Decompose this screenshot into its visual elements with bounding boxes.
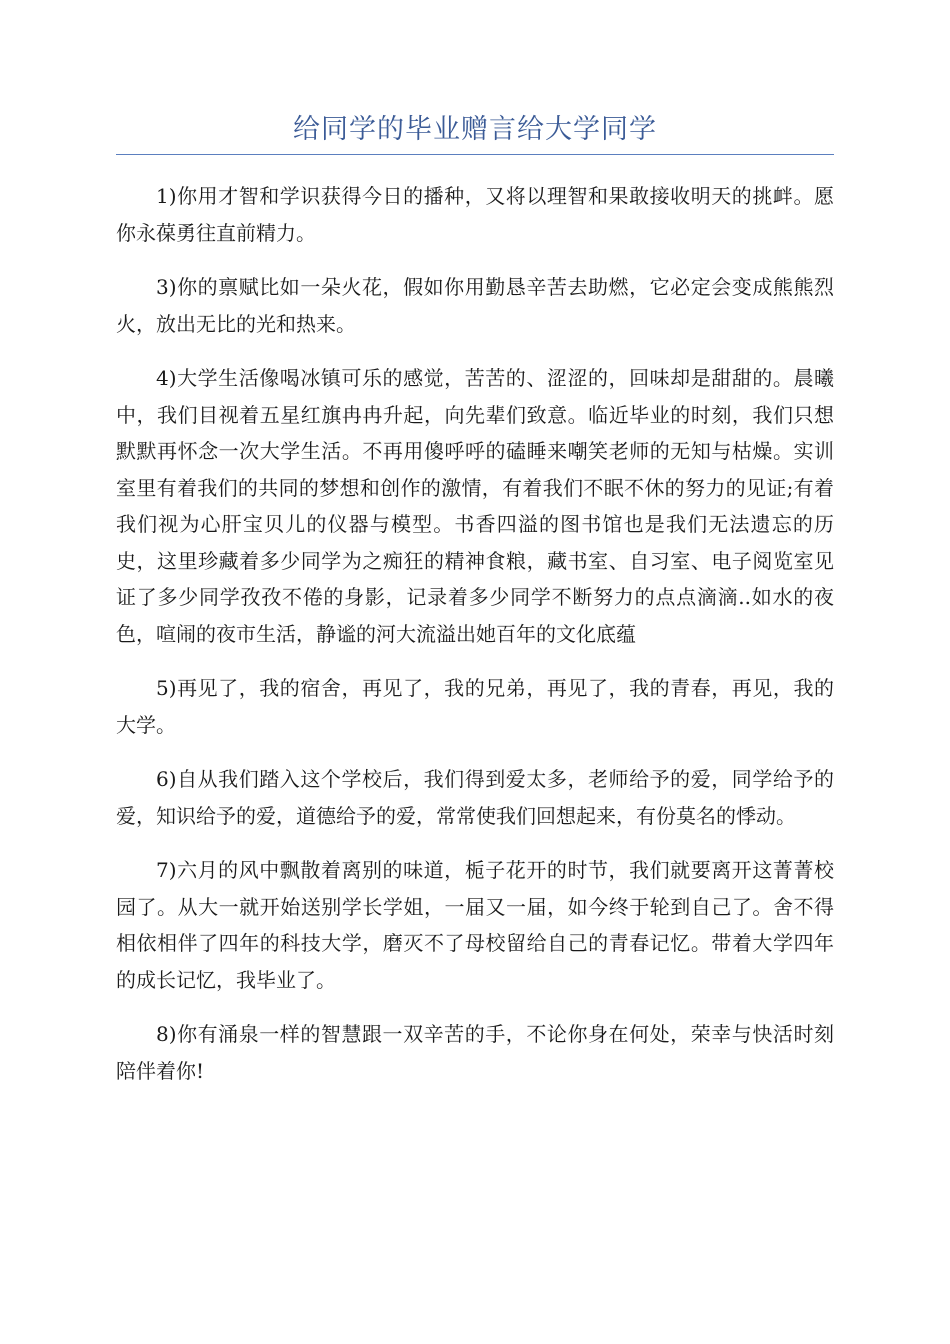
paragraph-3: 3)你的禀赋比如一朵火花，假如你用勤恳辛苦去助燃，它必定会变成熊熊烈火，放出无比的光和热来。	[116, 275, 834, 336]
paragraph-7: 7)六月的风中飘散着离别的味道，栀子花开的时节，我们就要离开这菁菁校园了。从大一就开始送别学长学姐，一届又一届，如今终于轮到自己了。舍不得相依相伴了四年的科技大学，磨灭不了母校留给自己的青春记忆。带着大学四年的成长记忆，我毕业了。	[116, 858, 834, 992]
paragraph-4: 4)大学生活像喝冰镇可乐的感觉，苦苦的、涩涩的，回味却是甜甜的。晨曦中，我们目视着五星红旗冉冉升起，向先辈们致意。临近毕业的时刻，我们只想默默再怀念一次大学生活。不再用傻呼呼的磕睡来嘲笑老师的无知与枯燥。实训室里有着我们的共同的梦想和创作的激情，有着我们不眠不休的努力的见证;有着我们视为心肝宝贝儿的仪器与模型。书香四溢的图书馆也是我们无法遗忘的历史，这里珍藏着多少同学为之痴狂的精神食粮，藏书室、自习室、电子阅览室见证了多少同学孜孜不倦的身影，记录着多少同学不断努力的点点滴滴..如水的夜色，喧闹的夜市生活，静谧的河大流溢出她百年的文化底蕴	[116, 366, 834, 646]
document-title: 给同学的毕业赠言给大学同学	[293, 114, 657, 145]
paragraph-8: 8)你有涌泉一样的智慧跟一双辛苦的手，不论你身在何处，荣幸与快活时刻陪伴着你!	[116, 1022, 834, 1083]
paragraph-6: 6)自从我们踏入这个学校后，我们得到爱太多，老师给予的爱，同学给予的爱，知识给予的爱，道德给予的爱，常常使我们回想起来，有份莫名的悸动。	[116, 767, 834, 828]
document-body	[116, 178, 834, 1107]
paragraph-1: 1)你用才智和学识获得今日的播种，又将以理智和果敢接收明天的挑衅。愿你永葆勇往直前精力。	[116, 184, 834, 245]
title-underline	[116, 154, 834, 155]
paragraph-5: 5)再见了，我的宿舍，再见了，我的兄弟，再见了，我的青春，再见，我的大学。	[116, 676, 834, 737]
